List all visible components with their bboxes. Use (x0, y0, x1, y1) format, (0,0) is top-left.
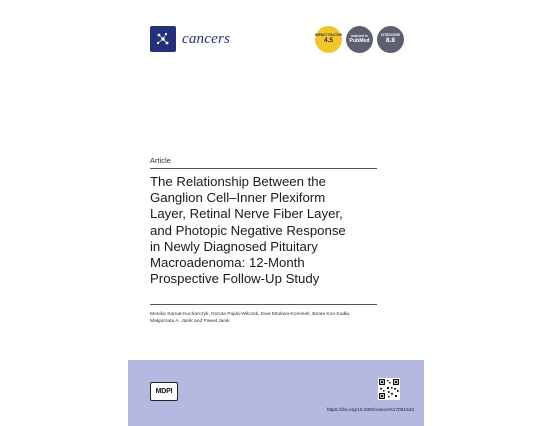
mdpi-logo (150, 382, 178, 401)
title-line: and Photopic Negative Response (150, 222, 346, 238)
qr-code-icon[interactable] (378, 378, 400, 400)
cover-footer (128, 360, 424, 426)
title-divider-bottom (150, 304, 377, 305)
journal-badges (315, 26, 404, 53)
citescore-label: CITESCORE (380, 33, 401, 38)
title-line: Layer, Retinal Nerve Fiber Layer, (150, 206, 343, 222)
mdpi-wordmark: MDPI (150, 382, 178, 401)
author-list (150, 311, 390, 325)
title-divider-top (150, 168, 377, 169)
pubmed-label: Indexed in (351, 33, 368, 38)
cancers-logo-icon (150, 26, 176, 52)
impact-factor-badge (315, 26, 342, 53)
doi-link[interactable]: https://doi.org/10.3390/cancers17091542 (326, 408, 414, 413)
impact-factor-value: 4.5 (323, 37, 334, 45)
pubmed-badge (346, 26, 373, 53)
citescore-badge (377, 26, 404, 53)
title-line: Prospective Follow-Up Study (150, 271, 320, 287)
article-title (150, 174, 390, 287)
author-line: Monika Sarnat-Kucharczyk, Dorota Pojda-Wilczek, Ewa Mrukwa-Kominek, Beata Kos-Kudła, (150, 312, 351, 317)
journal-logo (150, 26, 230, 52)
title-line: Ganglion Cell–Inner Plexiform (150, 190, 326, 206)
title-line: in Newly Diagnosed Pituitary (150, 238, 318, 254)
pubmed-value: PubMed (349, 38, 370, 45)
article-type-label: Article (150, 156, 171, 165)
title-line: The Relationship Between the (150, 174, 326, 189)
impact-factor-label: IMPACT FACTOR (315, 33, 342, 38)
journal-name: cancers (182, 30, 231, 47)
title-line: Macroadenoma: 12-Month (150, 255, 305, 271)
document-cover-page (128, 0, 424, 426)
author-line: Małgorzata A. Janik and Paweł Janik (150, 319, 230, 324)
citescore-value: 8.8 (385, 37, 396, 45)
